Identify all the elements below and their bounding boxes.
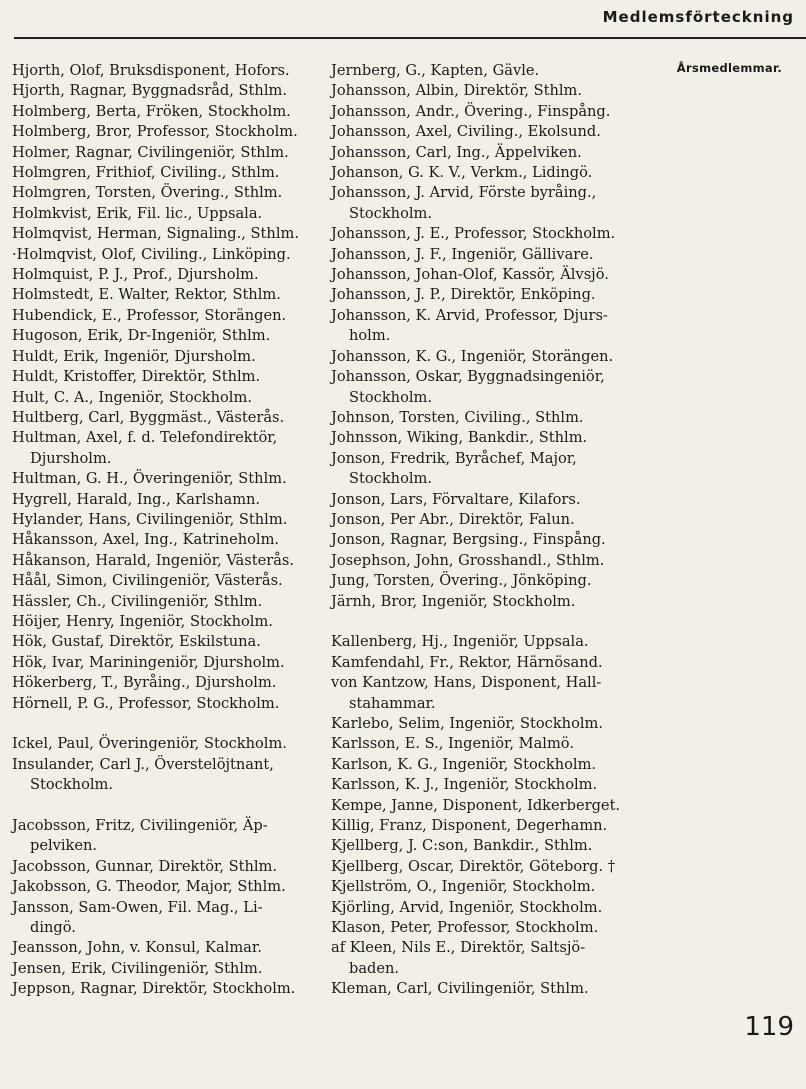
member-entry: Jonson, Per Abr., Direktör, Falun. — [331, 510, 575, 528]
member-entry: Johansson, J. F., Ingeniör, Gällivare. — [331, 245, 594, 263]
member-entry: Holmgren, Torsten, Övering., Sthlm. — [12, 184, 283, 202]
member-entry: Håkanson, Harald, Ingeniör, Västerås. — [12, 551, 295, 569]
member-entry: Hjorth, Olof, Bruksdisponent, Hofors. — [12, 62, 290, 79]
member-entry: Klason, Peter, Professor, Stockholm. — [331, 919, 599, 937]
member-entry: Hultman, Axel, f. d. Telefondirektör, — [12, 429, 278, 447]
page-number: 119 — [744, 1012, 794, 1042]
member-entry: Hässler, Ch., Civilingeniör, Sthlm. — [12, 592, 263, 610]
member-entry: Hjorth, Ragnar, Byggnadsråd, Sthlm. — [12, 82, 287, 100]
member-entry: Hök, Ivar, Mariningeniör, Djursholm. — [12, 653, 285, 671]
member-entry-continuation: holm. — [349, 327, 391, 345]
member-entry: Johansson, J. Arvid, Förste byråing., — [331, 184, 597, 202]
member-entry: Josephson, John, Grosshandl., Sthlm. — [331, 551, 605, 569]
section-gap — [331, 612, 631, 632]
member-entry: Håål, Simon, Civilingeniör, Västerås. — [12, 572, 283, 590]
member-entry: Holmqvist, Herman, Signaling., Sthlm. — [12, 225, 299, 243]
page-title: Medlemsförteckning — [602, 8, 794, 26]
member-entry: Johansson, J. E., Professor, Stockholm. — [331, 225, 616, 243]
member-entry: Johansson, K. G., Ingeniör, Storängen. — [331, 347, 614, 365]
member-entry-continuation: baden. — [349, 959, 400, 977]
section-gap — [12, 714, 312, 734]
section-subtitle: Årsmedlemmar. — [676, 61, 782, 75]
member-entry: Karlsson, E. S., Ingeniör, Malmö. — [331, 735, 574, 753]
section-gap — [12, 796, 312, 816]
member-entry: Kjellberg, Oscar, Direktör, Göteborg. † — [331, 857, 616, 875]
member-entry-continuation: Stockholm. — [30, 776, 113, 794]
member-entry: Johansson, Johan-Olof, Kassör, Älvsjö. — [331, 266, 609, 284]
member-entry: Karlsson, K. J., Ingeniör, Stockholm. — [331, 776, 598, 794]
member-entry: Hylander, Hans, Civilingeniör, Sthlm. — [12, 510, 288, 528]
member-entry: Johansson, Andr., Övering., Finspång. — [331, 102, 611, 120]
member-entry: Kamfendahl, Fr., Rektor, Härnösand. — [331, 653, 603, 671]
member-entry-continuation: Stockholm. — [349, 470, 432, 488]
member-entry: af Kleen, Nils E., Direktör, Saltsjö- — [331, 939, 586, 957]
member-entry: Holmquist, P. J., Prof., Djursholm. — [12, 266, 259, 284]
member-entry: Johnson, Torsten, Civiling., Sthlm. — [331, 408, 584, 426]
member-entry: Jansson, Sam-Owen, Fil. Mag., Li- — [12, 898, 263, 916]
member-entry-continuation: dingö. — [30, 919, 76, 937]
member-entry: Holmstedt, E. Walter, Rektor, Sthlm. — [12, 286, 281, 304]
member-entry: Huldt, Erik, Ingeniör, Djursholm. — [12, 347, 256, 365]
member-entry: Jonson, Lars, Förvaltare, Kilafors. — [331, 490, 581, 508]
member-list-left-column — [12, 61, 312, 1000]
member-entry: ·Holmqvist, Olof, Civiling., Linköping. — [12, 245, 291, 263]
member-entry: Johansson, Axel, Civiling., Ekolsund. — [331, 123, 601, 141]
member-entry: Insulander, Carl J., Överstelöjtnant, — [12, 755, 274, 773]
member-entry: Karlebo, Selim, Ingeniör, Stockholm. — [331, 714, 604, 732]
member-entry: Järnh, Bror, Ingeniör, Stockholm. — [331, 592, 576, 610]
member-entry: Hök, Gustaf, Direktör, Eskilstuna. — [12, 633, 261, 651]
member-entry: Kjellberg, J. C:son, Bankdir., Sthlm. — [331, 837, 593, 855]
member-entry: Kleman, Carl, Civilingeniör, Sthlm. — [331, 980, 589, 998]
member-entry: Hultman, G. H., Överingeniör, Sthlm. — [12, 470, 287, 488]
member-entry-continuation: Djursholm. — [30, 449, 112, 467]
member-entry-continuation: stahammar. — [349, 694, 436, 712]
member-entry: Johanson, G. K. V., Verkm., Lidingö. — [331, 164, 593, 182]
member-entry: Jeppson, Ragnar, Direktör, Stockholm. — [12, 980, 296, 998]
member-entry: Jonson, Fredrik, Byråchef, Major, — [331, 449, 577, 467]
member-entry: Jakobsson, G. Theodor, Major, Sthlm. — [12, 878, 286, 896]
member-entry: Kallenberg, Hj., Ingeniör, Uppsala. — [331, 633, 589, 651]
member-entry: Höijer, Henry, Ingeniör, Stockholm. — [12, 612, 273, 630]
member-entry: Hökerberg, T., Byråing., Djursholm. — [12, 674, 277, 692]
member-entry: Jung, Torsten, Övering., Jönköping. — [331, 572, 592, 590]
member-entry: Holmberg, Bror, Professor, Stockholm. — [12, 123, 298, 141]
member-entry: Johansson, K. Arvid, Professor, Djurs- — [331, 306, 608, 324]
member-entry-continuation: pelviken. — [30, 837, 98, 855]
member-entry: Holmkvist, Erik, Fil. lic., Uppsala. — [12, 204, 263, 222]
member-entry: Johansson, Oskar, Byggnadsingeniör, — [331, 368, 605, 386]
member-entry: Hugoson, Erik, Dr-Ingeniör, Sthlm. — [12, 327, 271, 345]
member-entry: Hubendick, E., Professor, Storängen. — [12, 306, 287, 324]
member-entry: Ickel, Paul, Överingeniör, Stockholm. — [12, 735, 287, 753]
member-list-right-column — [331, 61, 631, 1000]
member-entry-continuation: Stockholm. — [349, 388, 432, 406]
member-entry: Hultberg, Carl, Byggmäst., Västerås. — [12, 408, 285, 426]
member-entry: Hygrell, Harald, Ing., Karlshamn. — [12, 490, 261, 508]
member-entry: Huldt, Kristoffer, Direktör, Sthlm. — [12, 368, 261, 386]
member-entry: Holmberg, Berta, Fröken, Stockholm. — [12, 102, 291, 120]
header-rule — [14, 37, 806, 39]
member-entry: Karlson, K. G., Ingeniör, Stockholm. — [331, 755, 597, 773]
member-entry: Johansson, Carl, Ing., Äppelviken. — [331, 143, 582, 161]
member-entry: Kjellström, O., Ingeniör, Stockholm. — [331, 878, 596, 896]
member-entry: Jernberg, G., Kapten, Gävle. — [331, 62, 540, 79]
member-entry: Johansson, Albin, Direktör, Sthlm. — [331, 82, 583, 100]
member-entry: Kempe, Janne, Disponent, Idkerberget. — [331, 796, 621, 814]
member-entry: Kjörling, Arvid, Ingeniör, Stockholm. — [331, 898, 603, 916]
member-entry: Jonson, Ragnar, Bergsing., Finspång. — [331, 531, 606, 549]
member-entry: Johnsson, Wiking, Bankdir., Sthlm. — [331, 429, 588, 447]
member-entry: Holmgren, Frithiof, Civiling., Sthlm. — [12, 164, 280, 182]
member-entry: Hult, C. A., Ingeniör, Stockholm. — [12, 388, 252, 406]
member-entry: Jacobsson, Gunnar, Direktör, Sthlm. — [12, 857, 278, 875]
member-entry: Johansson, J. P., Direktör, Enköping. — [331, 286, 596, 304]
member-entry: Holmer, Ragnar, Civilingeniör, Sthlm. — [12, 143, 289, 161]
member-entry-continuation: Stockholm. — [349, 204, 432, 222]
member-entry: von Kantzow, Hans, Disponent, Hall- — [331, 674, 602, 692]
member-entry: Killig, Franz, Disponent, Degerhamn. — [331, 817, 608, 835]
member-entry: Håkansson, Axel, Ing., Katrineholm. — [12, 531, 280, 549]
member-entry: Jensen, Erik, Civilingeniör, Sthlm. — [12, 959, 263, 977]
member-entry: Jeansson, John, v. Konsul, Kalmar. — [12, 939, 262, 957]
member-entry: Jacobsson, Fritz, Civilingeniör, Äp- — [12, 817, 268, 834]
member-entry: Hörnell, P. G., Professor, Stockholm. — [12, 694, 280, 712]
